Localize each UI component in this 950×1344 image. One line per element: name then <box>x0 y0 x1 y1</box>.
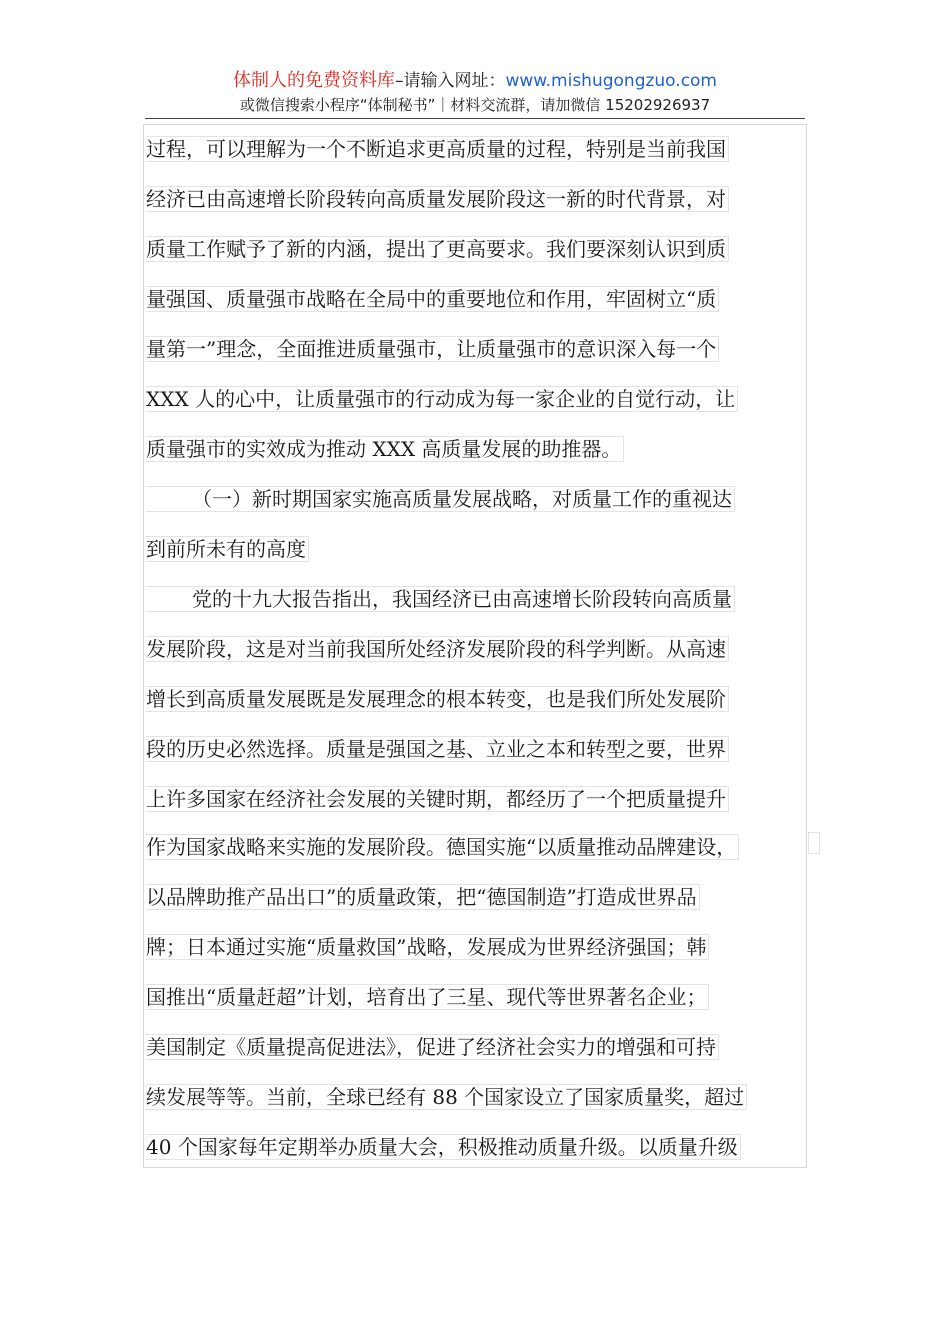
header-line-1 <box>0 68 950 94</box>
text-line: 量强国、质量强市战略在全局中的重要地位和作用，牢固树立“质 <box>146 286 719 312</box>
brand-title: 体制人的免费资料库 <box>232 70 395 91</box>
text-line: 40 个国家每年定期举办质量大会，积极推动质量升级。以质量升级 <box>146 1134 741 1160</box>
text-line: 经济已由高速增长阶段转向高质量发展阶段这一新的时代背景，对 <box>146 186 729 212</box>
text-line: 段的历史必然选择。质量是强国之基、立业之本和转型之要，世界 <box>146 736 729 762</box>
text-line: 以品牌助推产品出口”的质量政策，把“德国制造”打造成世界品 <box>146 884 700 910</box>
header-divider <box>145 118 805 119</box>
text-line: 增长到高质量发展既是发展理念的根本转变，也是我们所处发展阶 <box>146 686 729 712</box>
section-heading: （一）新时期国家实施高质量发展战略，对质量工作的重视达 <box>146 486 735 512</box>
text-line: XXX 人的心中，让质量强市的行动成为每一家企业的自觉行动，让 <box>146 386 738 412</box>
text-line: 上许多国家在经济社会发展的关键时期，都经历了一个把质量提升 <box>146 786 729 812</box>
section-heading-cont: 到前所未有的高度 <box>146 536 309 562</box>
text-line: 牌；日本通过实施“质量救国”战略，发展成为世界经济强国；韩 <box>146 934 709 960</box>
text-line: 续发展等等。当前，全球已经有 88 个国家设立了国家质量奖，超过 <box>146 1084 747 1110</box>
text-line: 质量工作赋予了新的内涵，提出了更高要求。我们要深刻认识到质 <box>146 236 729 262</box>
overflow-marker <box>808 832 820 854</box>
url-prompt: –请输入网址： <box>394 71 506 91</box>
text-line: 质量强市的实效成为推动 XXX 高质量发展的助推器。 <box>146 436 624 462</box>
text-line: 量第一”理念，全面推进质量强市，让质量强市的意识深入每一个 <box>146 336 719 362</box>
text-line: 过程，可以理解为一个不断追求更高质量的过程，特别是当前我国 <box>146 136 729 162</box>
text-line: 发展阶段，这是对当前我国所处经济发展阶段的科学判断。从高速 <box>146 636 729 662</box>
text-line: 党的十九大报告指出，我国经济已由高速增长阶段转向高质量 <box>146 586 735 612</box>
text-line: 国推出“质量赶超”计划，培育出了三星、现代等世界著名企业； <box>146 984 709 1010</box>
page-header <box>0 68 950 116</box>
header-line-2: 或微信搜索小程序“体制秘书”｜材料交流群，请加微信 15202926937 <box>239 96 711 114</box>
text-line: 美国制定《质量提高促进法》，促进了经济社会实力的增强和可持 <box>146 1034 719 1060</box>
text-line: 作为国家战略来实施的发展阶段。德国实施“以质量推动品牌建设， <box>146 834 739 860</box>
website-link[interactable]: www.mishugongzuo.com <box>505 71 717 91</box>
